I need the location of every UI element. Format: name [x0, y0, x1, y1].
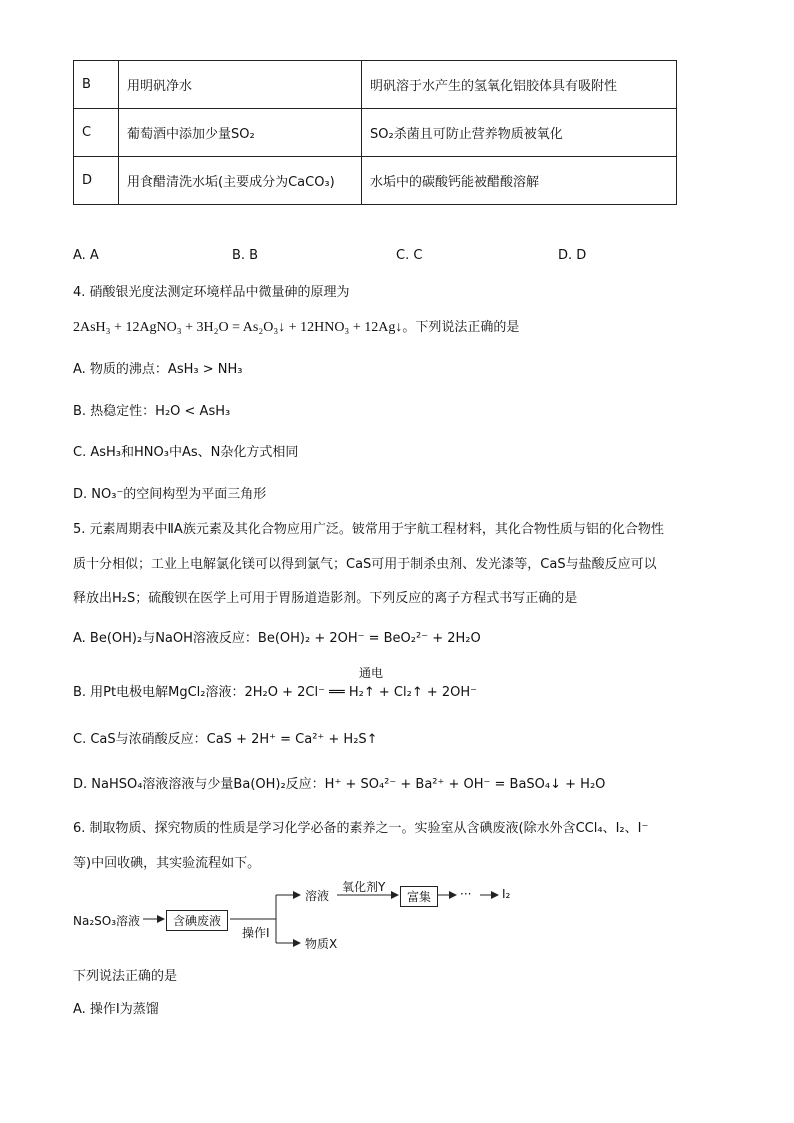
q4-option-d: D. NO₃⁻的空间构型为平面三角形: [73, 487, 267, 502]
flow-oxidant: 氧化剂Y: [342, 880, 386, 894]
q5-stem-line-1: 5. 元素周期表中ⅡA族元素及其化合物应用广泛。铍常用于宇航工程材料，其化合物性质与铝的化合物性: [73, 522, 664, 537]
flow-dots: ···: [460, 887, 472, 901]
row-explanation: 水垢中的碳酸钙能被醋酸溶解: [362, 157, 677, 205]
q6-ask: 下列说法正确的是: [73, 969, 178, 984]
q4-ask: 。下列说法正确的是: [402, 320, 520, 335]
q5-option-b: B. 用Pt电极电解MgCl₂溶液：2H₂O + 2Cl⁻ ══ H₂↑ + Cl₂↑ + 2OH⁻: [73, 685, 478, 700]
answer-c: C. C: [396, 248, 423, 263]
flow-operation: 操作I: [242, 926, 270, 940]
q6-stem-line-2: 等)中回收碘，其实验流程如下。: [73, 856, 261, 871]
q5-option-c: C. CaS与浓硝酸反应：CaS + 2H⁺ = Ca²⁺ + H₂S↑: [73, 732, 378, 747]
q4-equation: 2AsH₃ + 12AgNO₃ + 3H₂O = As₂O₃↓ + 12HNO₃ + 12Ag↓: [73, 320, 403, 335]
q6-stem-line-1: 6. 制取物质、探究物质的性质是学习化学必备的素养之一。实验室从含碘废液(除水外含CCl₄、I₂、I⁻: [73, 821, 649, 836]
row-label: C: [74, 109, 119, 157]
row-explanation: 明矾溶于水产生的氢氧化铝胶体具有吸附性: [362, 61, 677, 109]
row-practice: 葡萄酒中添加少量SO₂: [119, 109, 362, 157]
answer-a: A. A: [73, 248, 99, 263]
flow-branch-solution: 溶液: [305, 889, 330, 903]
flow-product: I₂: [502, 887, 511, 901]
row-label: D: [74, 157, 119, 205]
row-practice: 用食醋清洗水垢(主要成分为CaCO₃): [119, 157, 362, 205]
q5-option-a: A. Be(OH)₂与NaOH溶液反应：Be(OH)₂ + 2OH⁻ = BeO₂²⁻ + 2H₂O: [73, 631, 481, 646]
flow-reagent: Na₂SO₃溶液: [73, 914, 141, 928]
flow-box-waste: 含碘废液: [166, 910, 228, 931]
row-explanation: SO₂杀菌且可防止营养物质被氧化: [362, 109, 677, 157]
answer-b: B. B: [232, 248, 259, 263]
q4-option-a: A. 物质的沸点：AsH₃ > NH₃: [73, 362, 243, 377]
row-practice: 用明矾净水: [119, 61, 362, 109]
q4-option-b: B. 热稳定性：H₂O < AsH₃: [73, 404, 231, 419]
q5-stem-line-3: 释放出H₂S；硫酸钡在医学上可用于胃肠道造影剂。下列反应的离子方程式书写正确的是: [73, 591, 578, 606]
q4-stem: 4. 硝酸银光度法测定环境样品中微量砷的原理为: [73, 285, 350, 300]
q5-option-d: D. NaHSO₄溶液溶液与少量Ba(OH)₂反应：H⁺ + SO₄²⁻ + Ba²⁺ + OH⁻ = BaSO₄↓ + H₂O: [73, 777, 606, 792]
q4-option-c: C. AsH₃和HNO₃中As、N杂化方式相同: [73, 445, 299, 460]
flow-box-enrich: 富集: [400, 886, 438, 907]
q6-option-a: A. 操作Ⅰ为蒸馏: [73, 1002, 159, 1017]
row-label: B: [74, 61, 119, 109]
electrolysis-label: 通电: [359, 666, 384, 680]
q5-stem-line-2: 质十分相似；工业上电解氯化镁可以得到氯气；CaS可用于制杀虫剂、发光漆等，CaS与盐酸反应可以: [73, 557, 657, 572]
flow-branch-x: 物质X: [305, 937, 338, 951]
answer-d: D. D: [558, 248, 587, 263]
